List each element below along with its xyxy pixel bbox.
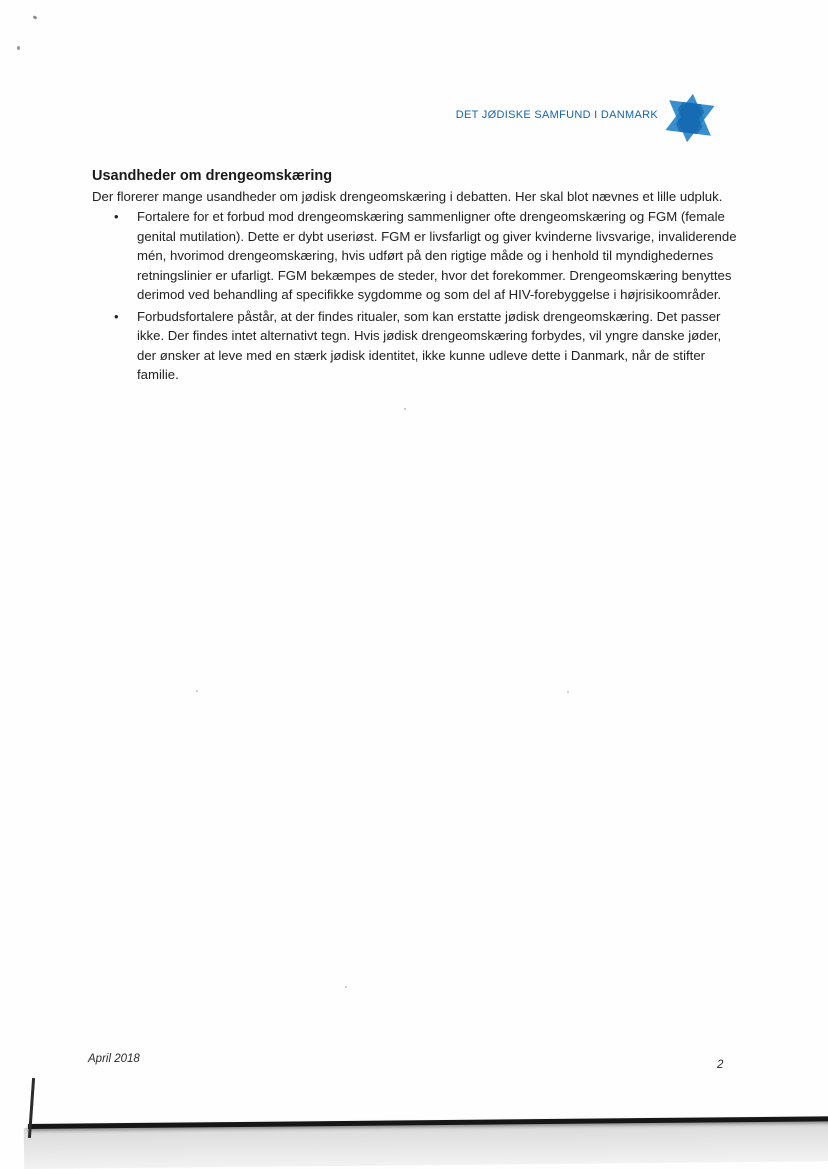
intro-paragraph: Der florerer mange usandheder om jødisk drengeomskæring i debatten. Her skal blot nævnes et lille udpluk. [92,189,723,204]
scan-artifact [33,15,38,20]
scan-artifact [404,408,406,410]
page-title: Usandheder om drengeomskæring [92,168,333,184]
bullet-icon: • [114,308,119,324]
scan-artifact [567,691,569,693]
scan-artifact [345,986,347,988]
list-item [92,207,740,305]
scan-artifact [196,690,198,692]
bullet-text: Forbudsfortalere påstår, at der findes ritualer, som kan erstatte jødisk drengeomskæring. Det passer ikke. Der findes intet alternativt tegn. Hvis jødisk drengeomskæring forbydes, vil yngre danske jøder, der ønsker at leve med en stærk jødisk identitet, ikke kunne udleve dette i Danmark, når de stifter familie. [137,308,722,382]
document-body [92,168,740,387]
bullet-text: Fortalere for et forbud mod drengeomskæring sammenligner ofte drengeomskæring og FGM (female genital mutilation). Dette er dybt useriøst. FGM er livsfarligt og giver kvinderne livsvarige, invaliderende mén, hvorimod drengeomskæring, hvis udført på den rigtige måde og i henhold til myndighedernes retningslinier er ufarligt. FGM bekæmpes de steder, hvor det forekommer. Drengeomskæring benyttes derimod ved behandling af specifikke sygdomme og som del af HIV-forebyggelse i højrisikoområder. [137,209,737,302]
bullet-list [92,207,740,385]
bullet-icon: • [114,209,119,224]
letterhead [456,92,716,144]
organization-name: DET JØDISKE SAMFUND I DANMARK [455,109,658,121]
page-number: 2 [717,1059,724,1071]
list-item [92,307,740,385]
scan-artifact [17,46,20,50]
footer-date: April 2018 [88,1053,140,1065]
star-of-david-icon [661,89,719,147]
